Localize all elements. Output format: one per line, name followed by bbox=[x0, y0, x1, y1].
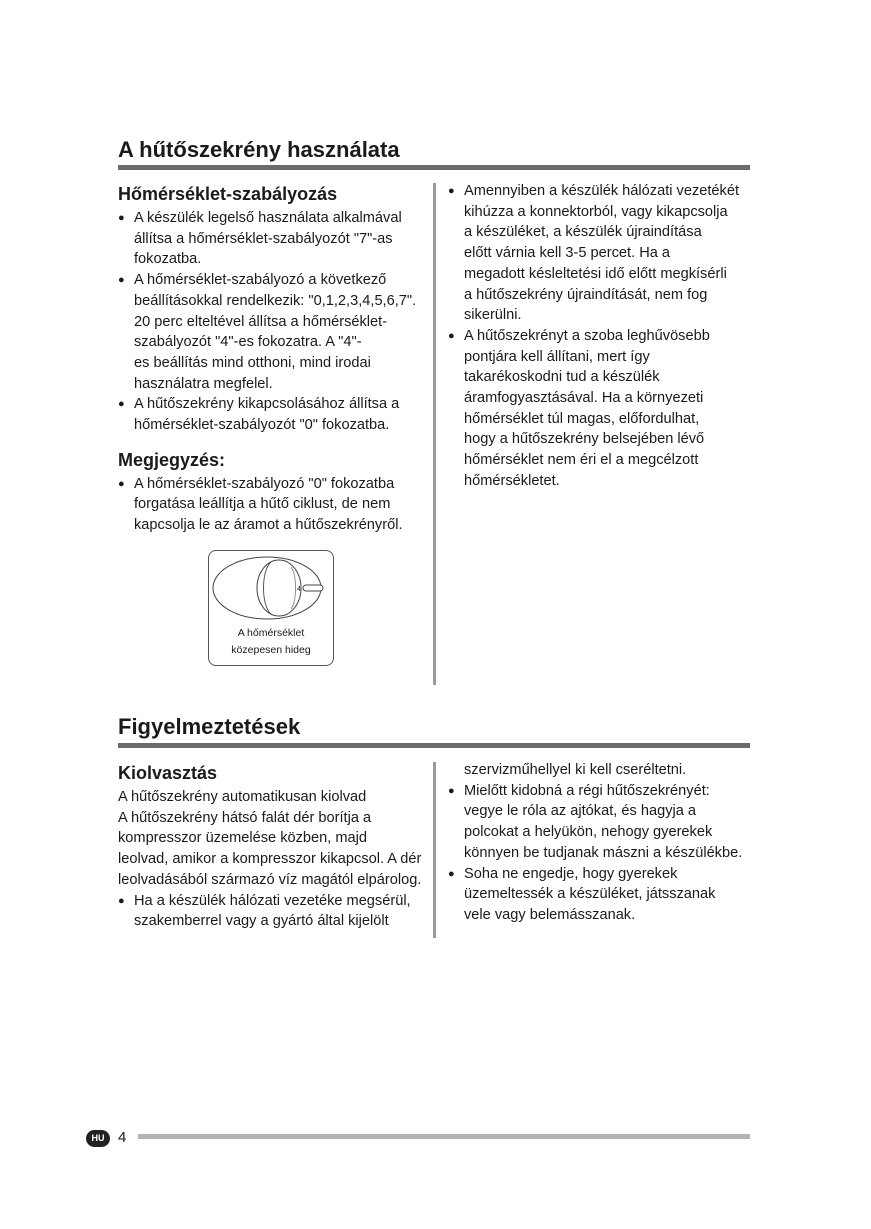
column-divider bbox=[433, 183, 436, 685]
usage-right-column bbox=[448, 181, 758, 492]
dial-caption: A hőmérséklet közepesen hideg bbox=[231, 627, 311, 656]
temperature-bullets bbox=[118, 208, 430, 436]
warnings-left-column bbox=[118, 761, 430, 932]
warnings-right-bullets bbox=[448, 781, 758, 926]
dial-mark-label: 4 bbox=[297, 586, 301, 593]
section-rule bbox=[118, 743, 750, 748]
section-rule bbox=[118, 165, 750, 170]
bullet-item: ● A hűtőszekrényt a szoba leghűvösebb pontjára kell állítani, mert így takarékoskodni tud a készülék áramfogyasztásával. Ha a környezeti hőmérséklet túl magas, előfordulhat, hogy a hűtőszekrény belsejében lévő hőmérséklet nem éri el a megcélzott hőmérsékletet. bbox=[448, 326, 758, 492]
page-number: 4 bbox=[118, 1129, 127, 1146]
bullet-item: ● A készülék legelső használata alkalmával állítsa a hőmérséklet-szabályozót "7"-as fokozatba. bbox=[118, 208, 430, 270]
defrost-paragraph: A hűtőszekrény automatikusan kiolvad A hűtőszekrény hátsó falát dér borítja a kompresszor üzemelése közben, majd leolvad, amikor a kompresszor kikapcsol. A dér leolvadásából származó víz magától elpárolog. bbox=[118, 789, 422, 888]
note-bullets bbox=[118, 474, 430, 536]
bullet-item: ● Soha ne engedje, hogy gyerekek üzemeltessék a készüléket, játsszanak vele vagy belemásszanak. bbox=[448, 864, 758, 926]
bullet-item: ● A hűtőszekrény kikapcsolásához állítsa a hőmérséklet-szabályozót "0" fokozatba. bbox=[118, 394, 430, 435]
bullet-item: ● A hőmérséklet-szabályozó "0" fokozatba forgatása leállítja a hűtő ciklust, de nem kapcsolja le az áramot a hűtőszekrényről. bbox=[118, 474, 430, 536]
footer-rule bbox=[138, 1134, 750, 1139]
bullet-item: ● Ha a készülék hálózati vezetéke megsérül, szakemberrel vagy a gyártó által kijelölt bbox=[118, 891, 430, 932]
section-title-usage: A hűtőszekrény használata bbox=[118, 137, 400, 162]
bullet-item: ● Amennyiben a készülék hálózati vezetékét kihúzza a konnektorból, vagy kikapcsolja a készüléket, a készülék újraindítása előtt várnia kell 3-5 percet. Ha a megadott késleltetési idő előtt megkísérli a hűtőszekrény újraindítását, nem fog sikerülni. bbox=[448, 181, 758, 326]
bullet-item: ● Mielőtt kidobná a régi hűtőszekrényét: vegye le róla az ajtókat, és hagyja a polcokat a helyükön, nehogy gyerekek könnyen be tudjanak mászni a készülékbe. bbox=[448, 781, 758, 864]
language-badge: HU bbox=[86, 1130, 110, 1147]
section-title-warnings: Figyelmeztetések bbox=[118, 714, 301, 739]
usage-right-bullets bbox=[448, 181, 758, 492]
subheading-temperature-control: Hőmérséklet-szabályozás bbox=[118, 184, 338, 204]
column-divider bbox=[433, 762, 436, 938]
subheading-defrosting: Kiolvasztás bbox=[118, 763, 218, 783]
subheading-note: Megjegyzés: bbox=[118, 449, 226, 470]
thermostat-dial-icon bbox=[209, 551, 333, 625]
usage-left-column bbox=[118, 182, 430, 536]
defrost-bullets bbox=[118, 891, 430, 932]
warnings-right-column bbox=[448, 760, 758, 926]
thermostat-dial-figure bbox=[208, 550, 334, 666]
continued-text: szervizműhellyel ki kell cseréltetni. bbox=[464, 762, 687, 778]
bullet-item: ● A hőmérséklet-szabályozó a következő beállításokkal rendelkezik: "0,1,2,3,4,5,6,7". 20 perc elteltével állítsa a hőmérséklet- szabályozót "4"-es fokozatra. A "4"- es beállítás mind otthoni, mind irodai használatra megfelel. bbox=[118, 270, 430, 394]
